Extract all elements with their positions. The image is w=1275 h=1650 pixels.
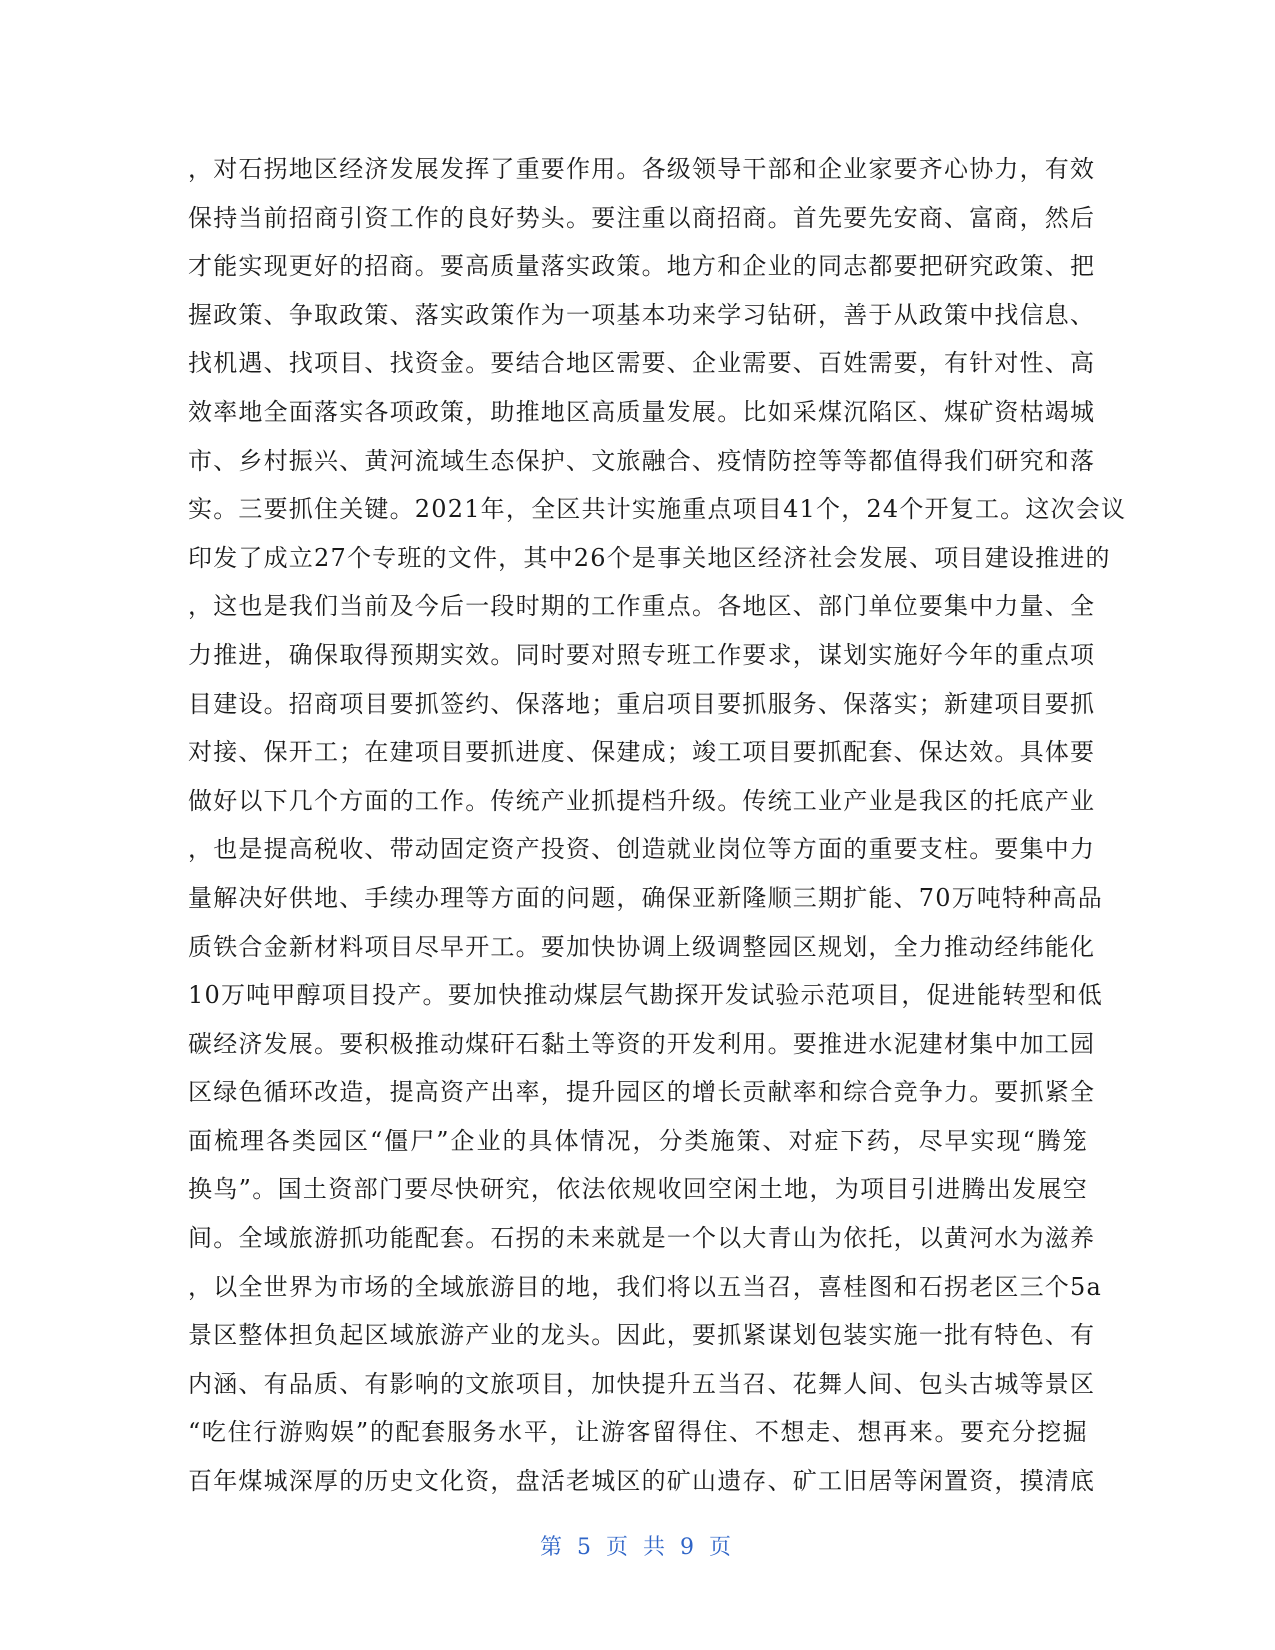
text-line: 量解决好供地、手续办理等方面的问题，确保亚新隆顺三期扩能、70万吨特种高品 (188, 883, 1103, 912)
text-line: 内涵、有品质、有影响的文旅项目，加快提升五当召、花舞人间、包头古城等景区 (188, 1369, 1096, 1398)
text-line: 力推进，确保取得预期实效。同时要对照专班工作要求，谋划实施好今年的重点项 (188, 640, 1096, 669)
text-line: 做好以下几个方面的工作。传统产业抓提档升级。传统工业产业是我区的托底产业 (188, 786, 1096, 815)
text-line: 印发了成立27个专班的文件，其中26个是事关地区经济社会发展、项目建设推进的 (188, 543, 1111, 572)
text-line: ，以全世界为市场的全域旅游目的地，我们将以五当召，喜桂图和石拐老区三个5a (188, 1272, 1102, 1301)
text-line: ，也是提高税收、带动固定资产投资、创造就业岗位等方面的重要支柱。要集中力 (188, 835, 1096, 864)
text-line: 对接、保开工；在建项目要抓进度、保建成；竣工项目要抓配套、保达效。具体要 (188, 738, 1096, 767)
text-line: 换鸟”。国土资部门要尽快研究，依法依规收回空闲土地，为项目引进腾出发展空 (188, 1175, 1088, 1204)
text-line: 找机遇、找项目、找资金。要结合地区需要、企业需要、百姓需要，有针对性、高 (188, 349, 1096, 378)
total-page-count: 9 (680, 1535, 698, 1560)
text-line: 区绿色循环改造，提高资产出率，提升园区的增长贡献率和综合竞争力。要抓紧全 (188, 1078, 1096, 1107)
text-line: 目建设。招商项目要抓签约、保落地；重启项目要抓服务、保落实；新建项目要抓 (188, 689, 1096, 718)
text-line: 质铁合金新材料项目尽早开工。要加快协调上级调整园区规划，全力推动经纬能化 (188, 932, 1096, 961)
text-line: 百年煤城深厚的历史文化资，盘活老城区的矿山遗存、矿工旧居等闲置资，摸清底 (188, 1467, 1096, 1496)
text-line: “吃住行游购娱”的配套服务水平，让游客留得住、不想走、想再来。要充分挖掘 (188, 1418, 1088, 1447)
text-line: 实。三要抓住关键。2021年，全区共计实施重点项目41个，24个开复工。这次会议 (188, 495, 1127, 524)
text-line: 效率地全面落实各项政策，助推地区高质量发展。比如采煤沉陷区、煤矿资枯竭城 (188, 397, 1096, 426)
text-line: ，对石拐地区经济发展发挥了重要作用。各级领导干部和企业家要齐心协力，有效 (188, 155, 1096, 183)
text-line: 面梳理各类园区“僵尸”企业的具体情况，分类施策、对症下药，尽早实现“腾笼 (188, 1126, 1088, 1155)
page-footer (0, 1530, 1275, 1561)
footer-middle: 页 共 (606, 1535, 669, 1560)
text-line: 碳经济发展。要积极推动煤矸石黏土等资的开发利用。要推进水泥建材集中加工园 (188, 1029, 1096, 1058)
text-line: 握政策、争取政策、落实政策作为一项基本功来学习钻研，善于从政策中找信息、 (188, 300, 1096, 329)
text-line: 保持当前招商引资工作的良好势头。要注重以商招商。首先要先安商、富商，然后 (188, 203, 1096, 232)
footer-suffix: 页 (709, 1535, 736, 1560)
text-line: 才能实现更好的招商。要高质量落实政策。地方和企业的同志都要把研究政策、把 (188, 252, 1096, 281)
text-line: 间。全域旅游抓功能配套。石拐的未来就是一个以大青山为依托，以黄河水为滋养 (188, 1224, 1096, 1253)
footer-prefix: 第 (539, 1535, 566, 1560)
current-page-number: 5 (577, 1535, 595, 1560)
text-line: 10万吨甲醇项目投产。要加快推动煤层气勘探开发试验示范项目，促进能转型和低 (188, 981, 1103, 1010)
text-line: 景区整体担负起区域旅游产业的龙头。因此，要抓紧谋划包装实施一批有特色、有 (188, 1321, 1096, 1350)
text-line: 市、乡村振兴、黄河流域生态保护、文旅融合、疫情防控等等都值得我们研究和落 (188, 446, 1096, 475)
body-text (188, 145, 1127, 1506)
text-line: ，这也是我们当前及今后一段时期的工作重点。各地区、部门单位要集中力量、全 (188, 592, 1096, 621)
